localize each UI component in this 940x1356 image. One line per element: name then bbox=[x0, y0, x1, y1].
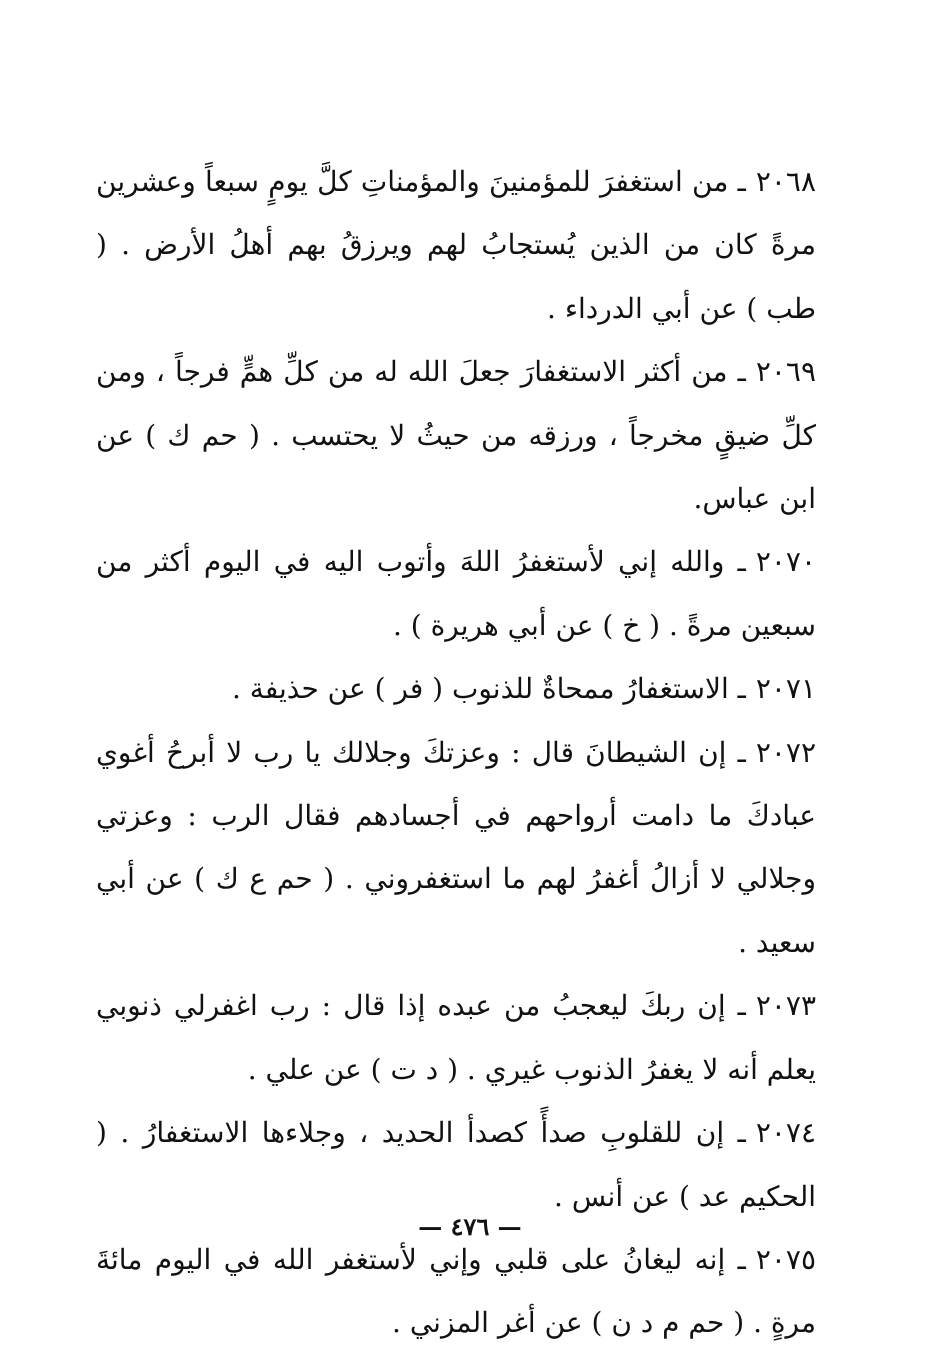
hadith-entry bbox=[96, 1228, 816, 1355]
hadith-text: ـ إن للقلوبِ صدأً كصدأ الحديد ، وجلاءها الاستغفارُ . ( الحكيم عد ) عن أنس . bbox=[96, 1116, 816, 1213]
hadith-text: ـ الاستغفارُ ممحاةٌ للذنوب ( فر ) عن حذيفة . bbox=[232, 672, 746, 706]
hadith-text: ـ إنه ليغانُ على قلبي وإني لأستغفر الله في اليوم مائةَ مرةٍ . ( حم م د ن ) عن أغر المزني . bbox=[96, 1242, 816, 1340]
hadith-number: ٢٠٧٥ bbox=[755, 1242, 816, 1276]
hadith-entry bbox=[96, 1101, 816, 1228]
hadith-entry bbox=[96, 530, 816, 657]
hadith-number: ٢٠٧٣ bbox=[755, 989, 816, 1023]
hadith-number: ٢٠٧٠ bbox=[755, 545, 816, 579]
hadith-entry bbox=[96, 340, 816, 530]
hadith-number: ٢٠٦٩ bbox=[755, 355, 816, 389]
hadith-number: ٢٠٦٨ bbox=[755, 165, 816, 198]
hadith-entry bbox=[96, 974, 816, 1101]
hadith-entry bbox=[96, 657, 816, 720]
hadith-number: ٢٠٧٤ bbox=[755, 1116, 816, 1150]
hadith-text: ـ والله إني لأستغفرُ اللهَ وأتوب اليه في اليوم أكثر من سبعين مرةً . ( خ ) عن أبي هريرة ) . bbox=[96, 545, 816, 642]
hadith-entry bbox=[96, 721, 816, 975]
page-number: — ٤٧٦ — bbox=[418, 1212, 522, 1241]
hadith-text: ـ إن الشيطانَ قال : وعزتكَ وجلالك يا رب لا أبرحُ أغوي عبادكَ ما دامت أرواحهم في أجسادهم فقال الرب : وعزتي وجلالي لا أزالُ أغفرُ لهم ما استغفروني . ( حم ع ك ) عن أبي سعيد . bbox=[96, 735, 816, 959]
hadith-number: ٢٠٧٢ bbox=[755, 735, 816, 769]
hadith-text: ـ إن ربكَ ليعجبُ من عبده إذا قال : رب اغفرلي ذنوبي يعلم أنه لا يغفرُ الذنوب غيري . ( د ت ) عن علي . bbox=[96, 989, 816, 1086]
hadith-number: ٢٠٧١ bbox=[755, 672, 816, 706]
hadith-text: ـ من أكثر الاستغفارَ جعلَ الله له من كلِّ همٍّ فرجاً ، ومن كلِّ ضيقٍ مخرجاً ، ورزقه من حيثُ لا يحتسب . ( حم ك ) عن ابن عباس. bbox=[96, 355, 816, 516]
hadith-entry bbox=[96, 150, 816, 340]
hadith-text: ـ من استغفرَ للمؤمنينَ والمؤمناتِ كلَّ يومٍ سبعاً وعشرين مرةً كان من الذين يُستجابُ لهم ويرزقُ بهم أهلُ الأرض . ( طب ) عن أبي الدرداء . bbox=[96, 165, 816, 325]
hadith-list bbox=[96, 150, 816, 1355]
